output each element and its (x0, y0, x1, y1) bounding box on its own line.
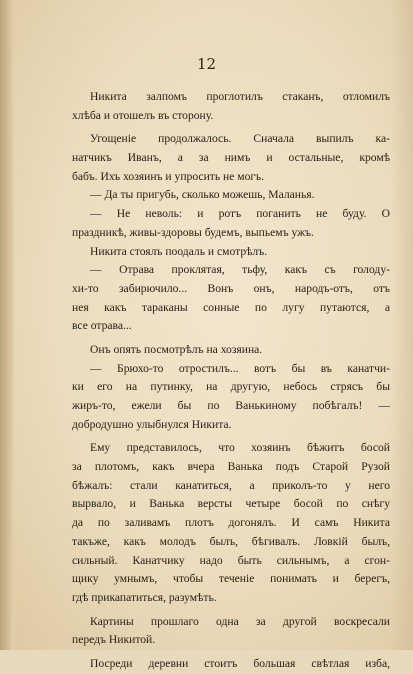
text-line: — Брюхо-то отростилъ... вотъ бы въ канатчи- (90, 361, 390, 375)
text-line: хлѣба и отошелъ въ сторону. (72, 108, 214, 122)
text-line: жиръ-то, ежели бы по Ванькиному побѣгалъ! — (72, 399, 390, 412)
text-line: нея какъ тараканы сонные по лугу путаются, а (72, 300, 390, 314)
text-line: Онъ опять посмотрѣлъ на хозяина. (90, 342, 263, 356)
text-line: да по заливамъ плотъ догонялъ. И самъ Никита (72, 516, 390, 530)
page-number: 12 (196, 55, 217, 73)
text-line: — Да ты пригубь, сколько можешь, Маланья. (90, 188, 315, 202)
text-line: щику умнымъ, чтобы теченіе понимать и берегъ, (72, 572, 390, 586)
text-line: добродушно улыбнулся Никита. (72, 417, 232, 431)
text-line: хи-то забирючило... Вонъ онъ, народъ-отъ, отъ (72, 281, 390, 295)
text-line: передъ Никитой. (72, 633, 156, 647)
text-line: ки его на путинку, на другую, небось стрясъ бы (72, 380, 390, 394)
text-line: натчикъ Иванъ, а за нимъ и остальные, кромѣ (72, 151, 390, 165)
body-text (72, 88, 390, 674)
page-edge-shade (391, 0, 413, 650)
page-spine-shadow (0, 0, 14, 650)
text-line: бѣжалъ: стали канатиться, а приколъ-то у него (72, 478, 390, 492)
text-line: Угощеніе продолжалось. Сначала выпилъ ка- (90, 132, 390, 146)
text-line: — Отрава проклятая, тьфу, какъ съ голоду- (90, 263, 390, 277)
text-line: — Не неволь: и ротъ поганить не буду. О (90, 207, 390, 221)
text-line: бабъ. Ихъ хозяинъ и упросить не могъ. (72, 169, 265, 183)
text-line: за плотомъ, какъ вчера Ванька подъ Старой Рузой (72, 460, 390, 474)
text-line: вырвало, и Ванька версты четыре босой по снѣгу (72, 497, 390, 511)
text-line: такъже, какъ молодъ былъ, бѣгивалъ. Ловкій былъ, (72, 534, 390, 548)
text-line: Ему представилось, что хозяинъ бѣжитъ босой (90, 441, 390, 455)
text-line: гдѣ прикапатиться, разумѣть. (72, 590, 217, 604)
text-line: сильный. Канатчику надо быть сильнымъ, а сгон- (72, 553, 390, 567)
text-line: Картины прошлаго одна за другой воскресали (90, 614, 390, 628)
text-line: Никита стоялъ поодаль и смотрѣлъ. (90, 244, 268, 258)
text-line: все отрава... (72, 319, 132, 333)
text-line: Никита залпомъ проглотилъ стаканъ, отломилъ (90, 90, 390, 103)
text-line: Посреди деревни стоитъ большая свѣтлая изба, (90, 656, 390, 670)
text-line: праздникѣ, живы-здоровы будемъ, выпьемъ ужъ. (72, 225, 314, 239)
